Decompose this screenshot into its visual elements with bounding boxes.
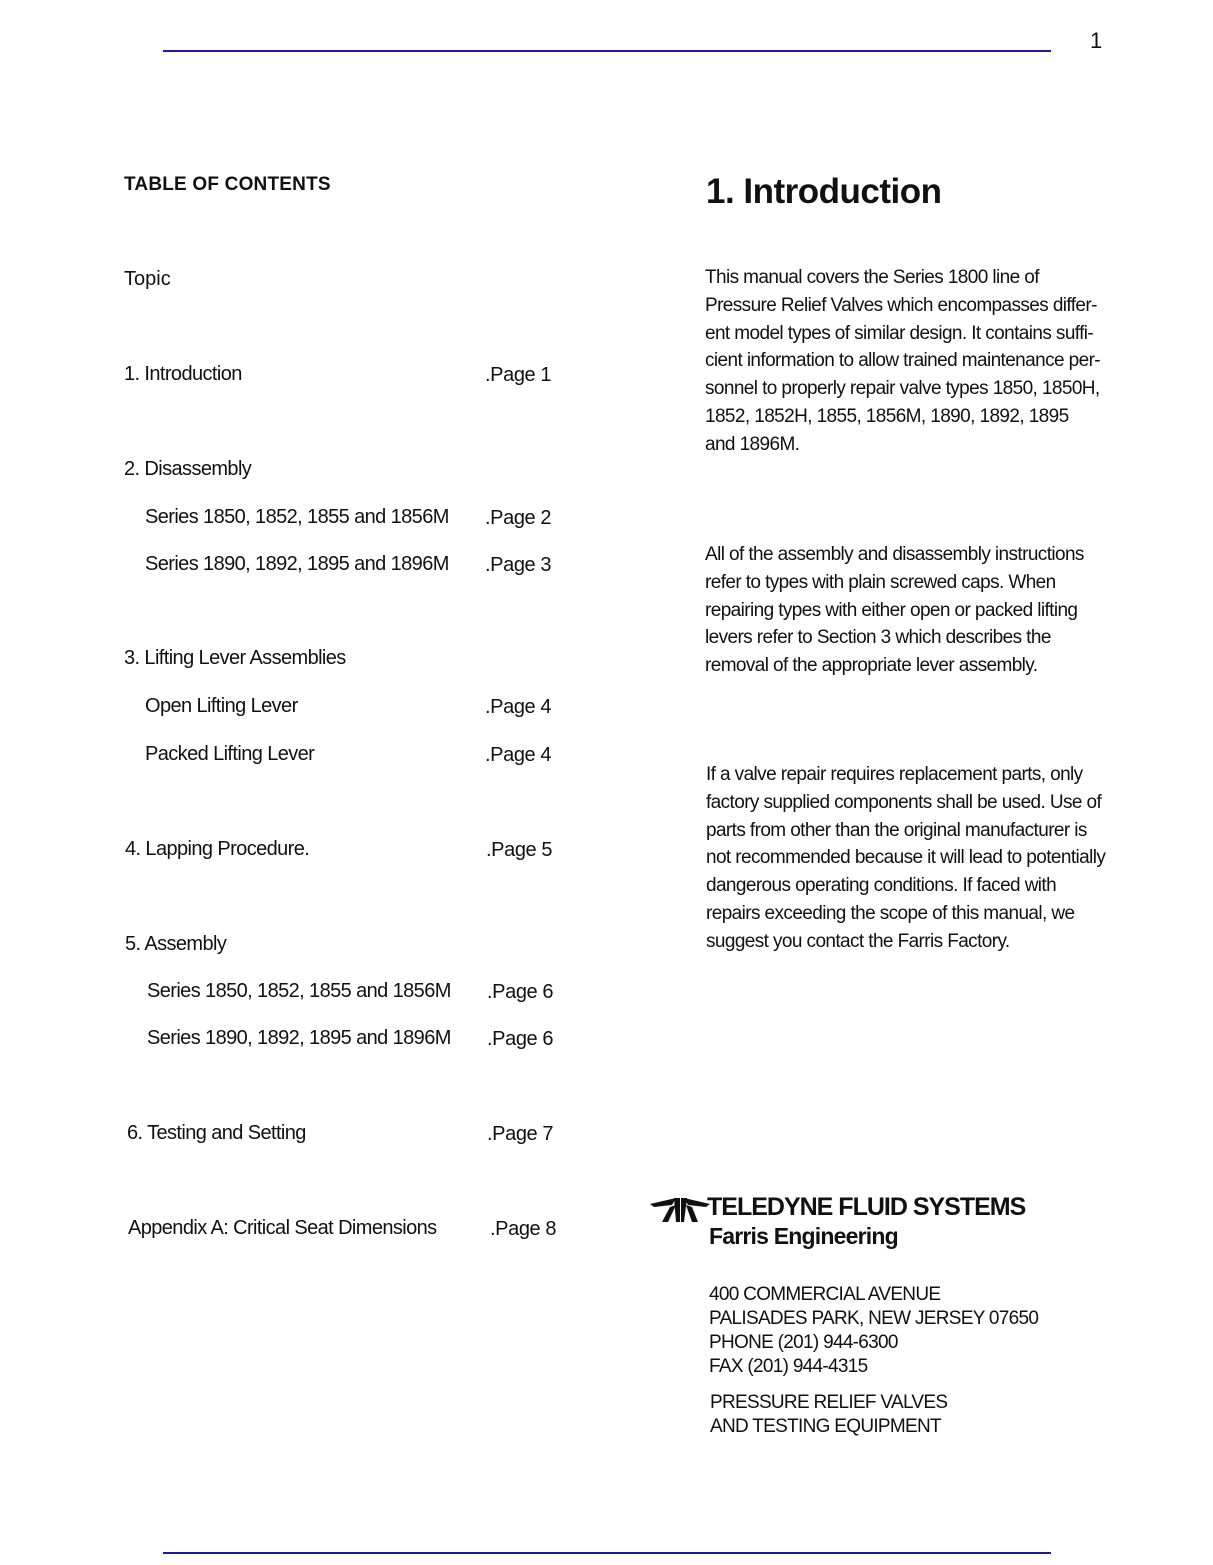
toc-heading: TABLE OF CONTENTS	[124, 174, 331, 195]
paragraph-line: sonnel to properly repair valve types 1850, 1850H,	[705, 378, 1100, 400]
paragraph-line: All of the assembly and disassembly instructions	[705, 544, 1084, 565]
intro-paragraph-scope	[705, 264, 1125, 459]
paragraph-line: removal of the appropriate lever assembly.	[705, 655, 1038, 677]
toc-page-disassembly-1850: .Page 2	[485, 507, 552, 529]
company-address	[709, 1283, 1038, 1379]
paragraph-line: repairs exceeding the scope of this manual, we	[706, 902, 1075, 924]
toc-entry-assembly-1850: Series 1850, 1852, 1855 and 1856M	[147, 980, 451, 1002]
product-line: PRESSURE RELIEF VALVES	[710, 1392, 948, 1413]
toc-page-testing: .Page 7	[487, 1123, 554, 1145]
company-products	[710, 1391, 947, 1439]
toc-entry-assembly-1890: Series 1890, 1892, 1895 and 1896M	[147, 1027, 451, 1049]
toc-entry-introduction: 1. Introduction	[124, 363, 242, 385]
product-line: AND TESTING EQUIPMENT	[710, 1416, 941, 1437]
toc-page-assembly-1890: .Page 6	[487, 1028, 554, 1050]
toc-entry-disassembly-1890: Series 1890, 1892, 1895 and 1896M	[145, 553, 449, 575]
paragraph-line: not recommended because it will lead to potentially	[706, 847, 1106, 869]
paragraph-line: parts from other than the original manufacturer is	[706, 819, 1087, 841]
page-number: 1	[1090, 28, 1103, 53]
address-line: FAX (201) 944-4315	[709, 1356, 868, 1377]
intro-paragraph-assembly	[705, 541, 1125, 680]
toc-entry-packed-lifting-lever: Packed Lifting Lever	[145, 743, 315, 765]
toc-topic-label: Topic	[124, 268, 171, 290]
paragraph-line: ent model types of similar design. It contains suffi-	[705, 322, 1094, 344]
paragraph-line: 1852, 1852H, 1855, 1856M, 1890, 1892, 1895	[705, 405, 1069, 427]
toc-page-packed-lifting-lever: .Page 4	[485, 744, 552, 766]
toc-page-open-lifting-lever: .Page 4	[485, 696, 552, 718]
paragraph-line: dangerous operating conditions. If faced with	[706, 875, 1057, 897]
paragraph-line: cient information to allow trained maintenance per-	[705, 350, 1101, 372]
header-rule	[163, 50, 1051, 52]
address-line: PHONE (201) 944-6300	[709, 1332, 898, 1353]
toc-entry-lifting-lever: 3. Lifting Lever Assemblies	[124, 647, 346, 669]
company-name: TELEDYNE FLUID SYSTEMS	[707, 1193, 1026, 1221]
address-line: 400 COMMERCIAL AVENUE	[709, 1284, 941, 1305]
company-division: Farris Engineering	[709, 1223, 898, 1249]
paragraph-line: refer to types with plain screwed caps. When	[705, 571, 1056, 593]
paragraph-line: and 1896M.	[705, 433, 800, 455]
toc-page-lapping: .Page 5	[486, 839, 553, 861]
toc-entry-appendix-a: Appendix A: Critical Seat Dimensions	[128, 1217, 437, 1239]
teledyne-logo-icon	[650, 1195, 710, 1223]
paragraph-line: repairing types with either open or packed lifting	[705, 599, 1078, 621]
address-line: PALISADES PARK, NEW JERSEY 07650	[709, 1308, 1039, 1329]
toc-entry-testing: 6. Testing and Setting	[127, 1122, 306, 1144]
intro-paragraph-parts	[706, 761, 1126, 956]
paragraph-line: factory supplied components shall be used. Use of	[706, 791, 1102, 813]
toc-page-introduction: .Page 1	[485, 364, 552, 386]
toc-entry-open-lifting-lever: Open Lifting Lever	[145, 695, 298, 717]
toc-entry-disassembly-1850: Series 1850, 1852, 1855 and 1856M	[145, 506, 449, 528]
paragraph-line: If a valve repair requires replacement parts, only	[706, 764, 1083, 785]
toc-page-assembly-1850: .Page 6	[487, 981, 554, 1003]
paragraph-line: suggest you contact the Farris Factory.	[706, 930, 1010, 952]
toc-page-appendix-a: .Page 8	[490, 1218, 557, 1240]
paragraph-line: levers refer to Section 3 which describes the	[705, 627, 1051, 649]
introduction-title: 1. Introduction	[706, 172, 942, 211]
paragraph-line: This manual covers the Series 1800 line of	[705, 267, 1039, 288]
footer-rule	[163, 1552, 1051, 1554]
toc-page-disassembly-1890: .Page 3	[485, 554, 552, 576]
toc-entry-disassembly: 2. Disassembly	[124, 458, 252, 480]
toc-entry-assembly: 5. Assembly	[125, 933, 227, 955]
toc-entry-lapping: 4. Lapping Procedure.	[125, 838, 310, 860]
paragraph-line: Pressure Relief Valves which encompasses differ-	[705, 294, 1097, 316]
